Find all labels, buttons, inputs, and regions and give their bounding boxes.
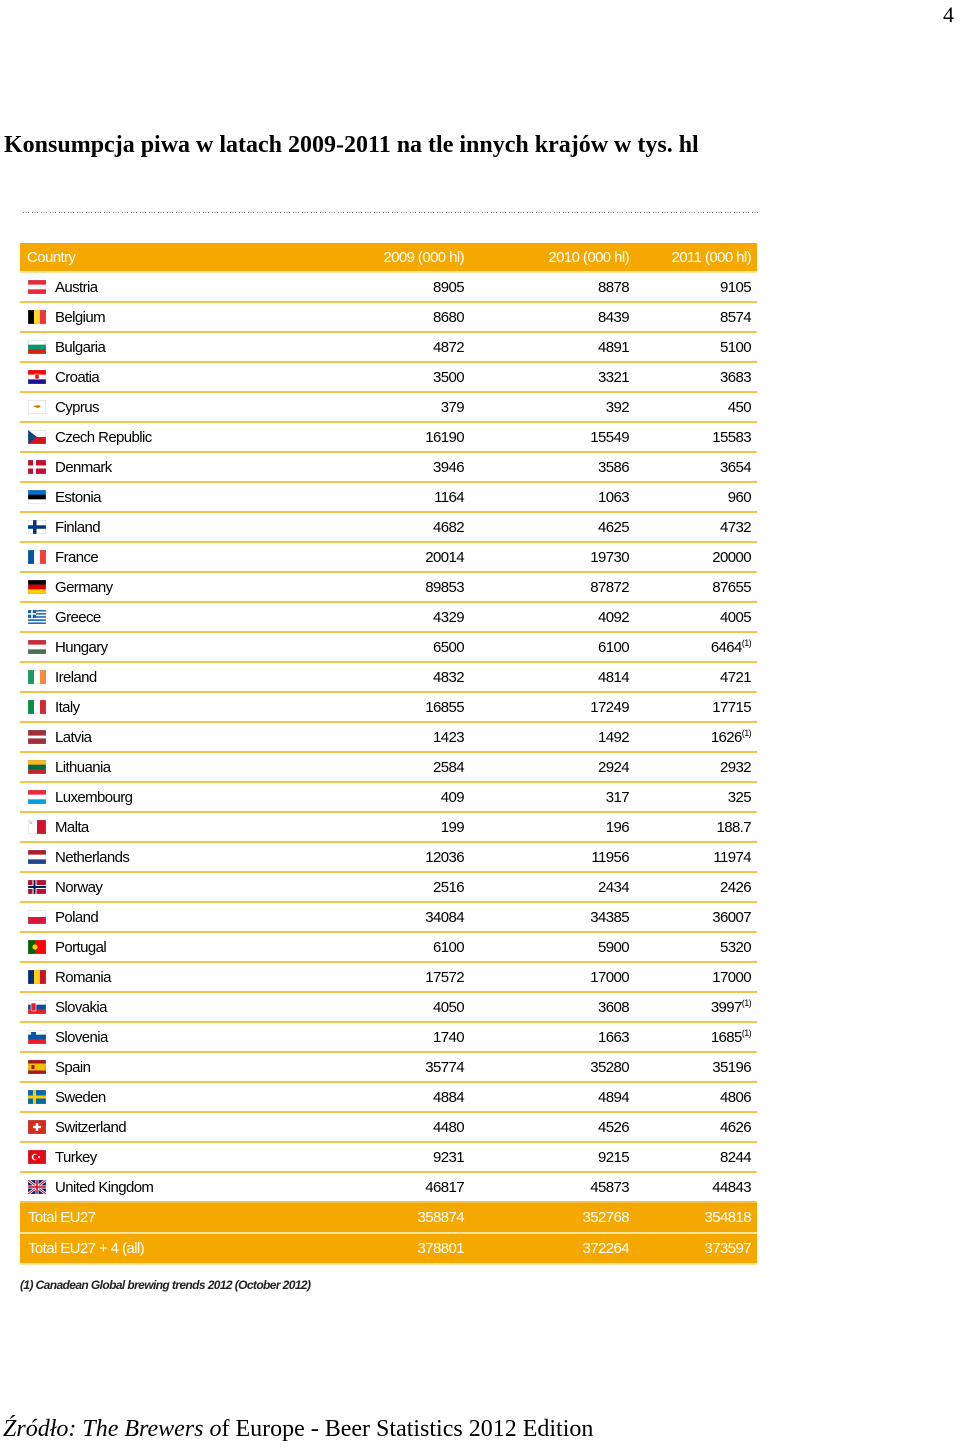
value-2011: 15583	[712, 428, 751, 446]
source-regular: f Europe - Beer Statistics 2012 Edition	[221, 1416, 594, 1442]
value-2011: 1685	[710, 1028, 742, 1046]
value-2011-cell	[632, 909, 757, 926]
value-2011-cell	[632, 939, 757, 956]
value-2009: 1164	[434, 488, 464, 506]
country-name: Ireland	[55, 668, 97, 686]
country-name: Sweden	[55, 1088, 106, 1106]
value-2010: 3321	[598, 368, 629, 386]
value-2011: 325	[727, 788, 751, 806]
value-2010: 8439	[598, 308, 629, 326]
country-cell	[20, 459, 302, 476]
value-2011-cell	[632, 729, 757, 746]
country-cell	[20, 1149, 302, 1166]
value-2011-cell	[632, 969, 757, 986]
country-name: Denmark	[55, 458, 112, 476]
table-row	[20, 903, 757, 933]
footnote-marker: (1)	[741, 637, 751, 648]
uk-flag-icon	[28, 1180, 46, 1194]
country-cell	[20, 879, 302, 896]
country-cell	[20, 519, 302, 536]
value-2010: 3586	[598, 458, 629, 476]
portugal-flag-icon	[28, 940, 46, 954]
value-2010: 2434	[598, 878, 629, 896]
value-2011: 4721	[720, 668, 751, 686]
dotted-separator: …………………………………………………………………………………………………………………………………………………………………………………………………………………………	[22, 206, 760, 214]
value-2011-cell	[632, 519, 757, 536]
value-2011: 9105	[720, 278, 751, 296]
country-cell	[20, 429, 302, 446]
value-2009: 409	[440, 788, 464, 806]
value-2011: 450	[727, 398, 751, 416]
country-cell	[20, 309, 302, 326]
country-name: Germany	[55, 578, 113, 596]
table-row	[20, 633, 757, 663]
country-cell	[20, 1059, 302, 1076]
value-2011: 5320	[720, 938, 751, 956]
country-cell	[20, 819, 302, 836]
value-2011-cell	[632, 549, 757, 566]
value-2010: 4894	[598, 1088, 629, 1106]
value-2011-cell	[632, 309, 757, 326]
estonia-flag-icon	[28, 490, 46, 504]
value-2009: 6500	[433, 638, 464, 656]
country-cell	[20, 609, 302, 626]
value-2009: 1423	[433, 728, 464, 746]
bulgaria-flag-icon	[28, 340, 46, 354]
finland-flag-icon	[28, 520, 46, 534]
table-row	[20, 543, 757, 573]
country-cell	[20, 759, 302, 776]
value-2011: 188.7	[716, 818, 751, 836]
czech-flag-icon	[28, 430, 46, 444]
country-name: Austria	[55, 278, 98, 296]
malta-flag-icon	[28, 820, 46, 834]
country-name: Hungary	[55, 638, 108, 656]
beer-consumption-table	[20, 243, 757, 1265]
country-cell	[20, 909, 302, 926]
value-2011: 6464	[710, 638, 742, 656]
value-2009: 4872	[433, 338, 464, 356]
value-2010: 317	[605, 788, 629, 806]
country-cell	[20, 999, 302, 1016]
value-2010: 4625	[598, 518, 629, 536]
value-2011-cell	[632, 339, 757, 356]
value-2009: 3946	[433, 458, 464, 476]
poland-flag-icon	[28, 910, 46, 924]
country-name: Luxembourg	[55, 788, 133, 806]
table-row	[20, 933, 757, 963]
total-2011: 354818	[704, 1209, 751, 1226]
total-row	[20, 1234, 757, 1265]
country-cell	[20, 339, 302, 356]
table-row	[20, 423, 757, 453]
country-cell	[20, 969, 302, 986]
country-cell	[20, 729, 302, 746]
value-2010: 87872	[590, 578, 629, 596]
value-2011: 5100	[720, 338, 751, 356]
value-2011: 8244	[720, 1148, 751, 1166]
country-name: Slovenia	[55, 1028, 108, 1046]
belgium-flag-icon	[28, 310, 46, 324]
value-2009: 4884	[433, 1088, 464, 1106]
country-name: Poland	[55, 908, 99, 926]
total-label: Total EU27 + 4 (all)	[28, 1240, 144, 1257]
table-row	[20, 993, 757, 1023]
country-name: Greece	[55, 608, 101, 626]
value-2011: 960	[727, 488, 751, 506]
table-row	[20, 603, 757, 633]
total-2011: 373597	[704, 1240, 751, 1257]
country-cell	[20, 849, 302, 866]
value-2009: 8680	[433, 308, 464, 326]
croatia-flag-icon	[28, 370, 46, 384]
value-2009: 1740	[433, 1028, 464, 1046]
value-2011: 1626	[710, 728, 742, 746]
value-2011: 3997	[710, 998, 742, 1016]
value-2010: 35280	[590, 1058, 629, 1076]
netherlands-flag-icon	[28, 850, 46, 864]
country-cell	[20, 1119, 302, 1136]
value-2010: 2924	[598, 758, 629, 776]
value-2011: 4005	[720, 608, 751, 626]
country-name: Belgium	[55, 308, 105, 326]
value-2010: 4814	[598, 668, 629, 686]
table-row	[20, 393, 757, 423]
cyprus-flag-icon	[28, 400, 46, 414]
value-2010: 8878	[598, 278, 629, 296]
value-2009: 4832	[433, 668, 464, 686]
header-country: Country	[27, 248, 76, 266]
value-2011-cell	[632, 579, 757, 596]
value-2011-cell	[632, 609, 757, 626]
table-footnote: (1) Canadean Global brewing trends 2012 (October 2012)	[20, 1278, 311, 1292]
table-header-row	[20, 243, 757, 273]
country-name: Slovakia	[55, 998, 107, 1016]
total-row	[20, 1203, 757, 1234]
value-2010: 392	[605, 398, 629, 416]
table-row	[20, 843, 757, 873]
country-name: Switzerland	[55, 1118, 126, 1136]
country-name: Turkey	[55, 1148, 97, 1166]
value-2010: 1063	[598, 488, 629, 506]
value-2011-cell	[632, 999, 757, 1016]
value-2009: 35774	[425, 1058, 464, 1076]
value-2010: 11956	[591, 848, 629, 866]
table-row	[20, 873, 757, 903]
total-2010: 352768	[582, 1209, 629, 1226]
table-row	[20, 1113, 757, 1143]
value-2009: 2584	[433, 758, 464, 776]
value-2009: 379	[440, 398, 464, 416]
value-2011: 4806	[720, 1088, 751, 1106]
table-row	[20, 963, 757, 993]
value-2011: 87655	[712, 578, 751, 596]
value-2011-cell	[632, 879, 757, 896]
header-2010: 2010 (000 hl)	[548, 248, 629, 266]
value-2009: 3500	[433, 368, 464, 386]
table-row	[20, 1023, 757, 1053]
country-name: Malta	[55, 818, 89, 836]
table-row	[20, 753, 757, 783]
value-2011-cell	[632, 669, 757, 686]
switzerland-flag-icon	[28, 1120, 46, 1134]
value-2009: 20014	[425, 548, 464, 566]
value-2010: 6100	[598, 638, 629, 656]
country-name: Croatia	[55, 368, 100, 386]
country-cell	[20, 279, 302, 296]
hungary-flag-icon	[28, 640, 46, 654]
table-row	[20, 273, 757, 303]
value-2011-cell	[632, 1119, 757, 1136]
country-name: Lithuania	[55, 758, 111, 776]
value-2010: 196	[605, 818, 629, 836]
value-2009: 89853	[425, 578, 464, 596]
value-2010: 4092	[598, 608, 629, 626]
total-2009: 378801	[417, 1240, 464, 1257]
country-cell	[20, 579, 302, 596]
value-2011-cell	[632, 369, 757, 386]
table-row	[20, 693, 757, 723]
france-flag-icon	[28, 550, 46, 564]
country-cell	[20, 549, 302, 566]
country-cell	[20, 789, 302, 806]
turkey-flag-icon	[28, 1150, 46, 1164]
country-cell	[20, 1029, 302, 1046]
germany-flag-icon	[28, 580, 46, 594]
value-2011-cell	[632, 699, 757, 716]
value-2009: 17572	[425, 968, 464, 986]
table-row	[20, 783, 757, 813]
spain-flag-icon	[28, 1060, 46, 1074]
value-2009: 6100	[433, 938, 464, 956]
footnote-marker: (1)	[741, 727, 751, 738]
lithuania-flag-icon	[28, 760, 46, 774]
table-row	[20, 1143, 757, 1173]
country-name: Netherlands	[55, 848, 130, 866]
country-name: Italy	[55, 698, 80, 716]
value-2010: 4526	[598, 1118, 629, 1136]
country-name: Cyprus	[55, 398, 99, 416]
ireland-flag-icon	[28, 670, 46, 684]
value-2011-cell	[632, 1059, 757, 1076]
norway-flag-icon	[28, 880, 46, 894]
value-2011-cell	[632, 1029, 757, 1046]
table-row	[20, 1083, 757, 1113]
austria-flag-icon	[28, 280, 46, 294]
value-2011-cell	[632, 759, 757, 776]
value-2011-cell	[632, 819, 757, 836]
value-2010: 17000	[590, 968, 629, 986]
value-2011-cell	[632, 429, 757, 446]
total-2009: 358874	[417, 1209, 464, 1226]
country-name: Spain	[55, 1058, 91, 1076]
sweden-flag-icon	[28, 1090, 46, 1104]
value-2010: 3608	[598, 998, 629, 1016]
table-row	[20, 363, 757, 393]
value-2010: 1663	[598, 1028, 629, 1046]
value-2010: 34385	[590, 908, 629, 926]
table-row	[20, 333, 757, 363]
value-2009: 4329	[433, 608, 464, 626]
value-2011: 44843	[712, 1178, 751, 1196]
table-row	[20, 813, 757, 843]
source-italic: Źródło: The Brewers o	[3, 1416, 222, 1442]
table-body	[20, 273, 757, 1203]
country-cell	[20, 639, 302, 656]
value-2010: 9215	[598, 1148, 629, 1166]
table-row	[20, 663, 757, 693]
country-cell	[20, 939, 302, 956]
value-2011: 35196	[712, 1058, 751, 1076]
country-name: Estonia	[55, 488, 101, 506]
value-2009: 4050	[433, 998, 464, 1016]
italy-flag-icon	[28, 700, 46, 714]
value-2011: 4732	[720, 518, 751, 536]
page-title: Konsumpcja piwa w latach 2009-2011 na tle innych krajów w tys. hl	[4, 132, 699, 158]
value-2011-cell	[632, 459, 757, 476]
table-row	[20, 453, 757, 483]
value-2009: 4682	[433, 518, 464, 536]
value-2009: 9231	[433, 1148, 464, 1166]
table-row	[20, 513, 757, 543]
value-2011-cell	[632, 789, 757, 806]
total-2010: 372264	[582, 1240, 629, 1257]
value-2011: 3654	[720, 458, 751, 476]
table-row	[20, 483, 757, 513]
value-2011: 2932	[720, 758, 751, 776]
value-2011-cell	[632, 399, 757, 416]
country-name: Finland	[55, 518, 100, 536]
greece-flag-icon	[28, 610, 46, 624]
value-2011-cell	[632, 1179, 757, 1196]
table-row	[20, 1053, 757, 1083]
country-name: Bulgaria	[55, 338, 106, 356]
country-cell	[20, 1089, 302, 1106]
value-2009: 12036	[425, 848, 464, 866]
table-row	[20, 303, 757, 333]
country-name: Romania	[55, 968, 111, 986]
country-cell	[20, 669, 302, 686]
value-2011-cell	[632, 1149, 757, 1166]
page-number: 4	[943, 2, 954, 27]
value-2011-cell	[632, 639, 757, 656]
value-2010: 5900	[598, 938, 629, 956]
footnote-marker: (1)	[741, 1027, 751, 1038]
table-totals	[20, 1203, 757, 1265]
table-row	[20, 723, 757, 753]
value-2011: 8574	[720, 308, 751, 326]
value-2011-cell	[632, 489, 757, 506]
value-2011-cell	[632, 279, 757, 296]
value-2009: 199	[440, 818, 464, 836]
country-name: United Kingdom	[55, 1178, 154, 1196]
total-label: Total EU27	[28, 1209, 96, 1226]
value-2010: 15549	[590, 428, 629, 446]
value-2009: 16855	[425, 698, 464, 716]
value-2011: 3683	[720, 368, 751, 386]
country-name: Latvia	[55, 728, 92, 746]
value-2009: 34084	[425, 908, 464, 926]
value-2010: 45873	[590, 1178, 629, 1196]
luxembourg-flag-icon	[28, 790, 46, 804]
country-cell	[20, 699, 302, 716]
value-2010: 17249	[590, 698, 629, 716]
value-2011: 17000	[712, 968, 751, 986]
denmark-flag-icon	[28, 460, 46, 474]
value-2010: 19730	[590, 548, 629, 566]
country-name: France	[55, 548, 99, 566]
country-name: Portugal	[55, 938, 107, 956]
value-2009: 46817	[425, 1178, 464, 1196]
value-2011: 17715	[712, 698, 751, 716]
table-row	[20, 573, 757, 603]
country-name: Norway	[55, 878, 103, 896]
value-2009: 8905	[433, 278, 464, 296]
header-2009: 2009 (000 hl)	[383, 248, 464, 266]
value-2010: 1492	[598, 728, 629, 746]
value-2011: 20000	[712, 548, 751, 566]
header-2011: 2011 (000 hl)	[671, 248, 751, 266]
value-2009: 2516	[433, 878, 464, 896]
romania-flag-icon	[28, 970, 46, 984]
slovakia-flag-icon	[28, 1000, 46, 1014]
latvia-flag-icon	[28, 730, 46, 744]
footnote-marker: (1)	[741, 997, 751, 1008]
country-cell	[20, 369, 302, 386]
country-name: Czech Republic	[55, 428, 152, 446]
value-2011: 11974	[713, 848, 751, 866]
value-2011-cell	[632, 1089, 757, 1106]
value-2011: 4626	[720, 1118, 751, 1136]
table-row	[20, 1173, 757, 1203]
country-cell	[20, 489, 302, 506]
value-2010: 4891	[598, 338, 629, 356]
value-2011: 36007	[712, 908, 751, 926]
source-citation	[3, 1416, 593, 1443]
value-2009: 16190	[425, 428, 464, 446]
value-2011: 2426	[720, 878, 751, 896]
value-2011-cell	[632, 849, 757, 866]
country-cell	[20, 1179, 302, 1196]
country-cell	[20, 399, 302, 416]
slovenia-flag-icon	[28, 1030, 46, 1044]
value-2009: 4480	[433, 1118, 464, 1136]
